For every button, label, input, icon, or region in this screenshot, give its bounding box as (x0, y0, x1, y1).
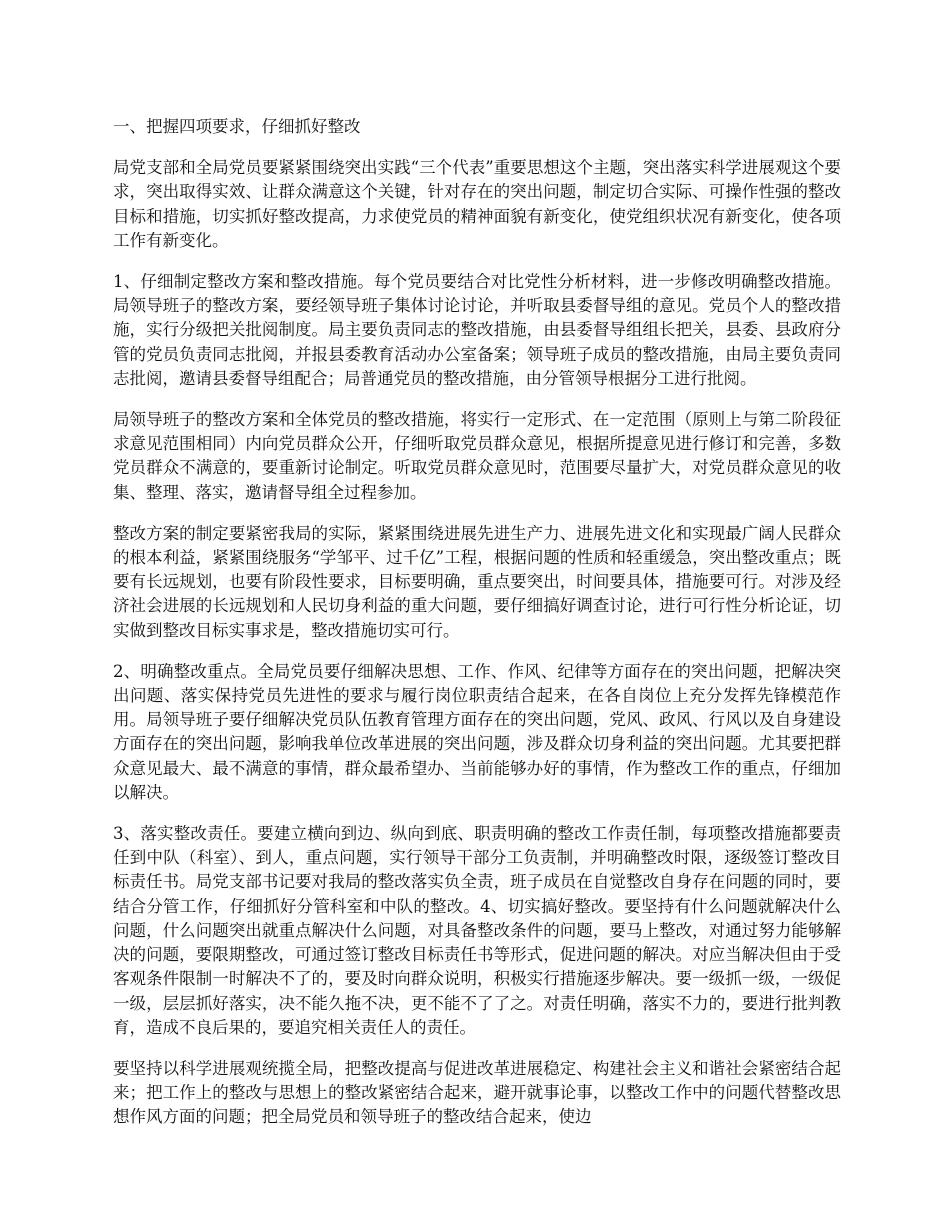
paragraph-item-3-4: 3、落实整改责任。要建立横向到边、纵向到底、职责明确的整改工作责任制，每项整改措施都要责任到中队（科室）、到人，重点问题，实行领导干部分工负责制，并明确整改时限，逐级签订整改目标责任书。局党支部书记要对我局的整改落实负全责，班子成员在自觉整改自身存在问题的同时，要结合分管工作，仔细抓好分管科室和中队的整改。4、切实搞好整改。要坚持有什么问题就解决什么问题，什么问题突出就重点解决什么问题，对具备整改条件的问题，要马上整改，对通过努力能够解决的问题，要限期整改，可通过签订整改目标责任书等形式，促进问题的解决。对应当解决但由于受客观条件限制一时解决不了的，要及时向群众说明，积极实行措施逐步解决。要一级抓一级，一级促一级，层层抓好落实，决不能久拖不决，更不能不了了之。对责任明确，落实不力的，要进行批判教育，造成不良后果的，要追究相关责任人的责任。 (113, 824, 841, 1037)
paragraph-intro: 局党支部和全局党员要紧紧围绕突出实践“三个代表”重要思想这个主题，突出落实科学进展观这个要求，突出取得实效、让群众满意这个关键，针对存在的突出问题，制定切合实际、可操作性强的整改目标和措施，切实抓好整改提高，力求使党员的精神面貌有新变化，使党组织状况有新变化，使各项工作有新变化。 (113, 158, 841, 250)
document-page (113, 115, 841, 1147)
paragraph-item-2: 2、明确整改重点。全局党员要仔细解决思想、工作、作风、纪律等方面存在的突出问题，把解决突出问题、落实保持党员先进性的要求与履行岗位职责结合起来，在各自岗位上充分发挥先锋模范作用。局领导班子要仔细解决党员队伍教育管理方面存在的突出问题，党风、政风、行风以及自身建设方面存在的突出问题，影响我单位改革进展的突出问题，涉及群众切身利益的突出问题。尤其要把群众意见最大、最不满意的事情，群众最希望办、当前能够办好的事情，作为整改工作的重点，仔细加以解决。 (113, 661, 841, 802)
paragraph-plan-requirements: 整改方案的制定要紧密我局的实际，紧紧围绕进展先进生产力、进展先进文化和实现最广阔人民群众的根本利益，紧紧围绕服务“学邹平、过千亿”工程，根据问题的性质和轻重缓急，突出整改重点；既要有长远规划，也要有阶段性要求，目标要明确，重点要突出，时间要具体，措施要可行。对涉及经济社会进展的长远规划和人民切身利益的重大问题，要仔细搞好调查讨论，进行可行性分析论证，切实做到整改目标实事求是，整改措施切实可行。 (113, 523, 841, 640)
paragraph-item-1: 1、仔细制定整改方案和整改措施。每个党员要结合对比党性分析材料，进一步修改明确整改措施。局领导班子的整改方案，要经领导班子集体讨论讨论，并听取县委督导组的意见。党员个人的整改措施，实行分级把关批阅制度。局主要负责同志的整改措施，由县委督导组组长把关，县委、县政府分管的党员负责同志批阅，并报县委教育活动办公室备案；领导班子成员的整改措施，由局主要负责同志批阅，邀请县委督导组配合；局普通党员的整改措施，由分管领导根据分工进行批阅。 (113, 272, 841, 388)
section-heading: 一、把握四项要求，仔细抓好整改 (113, 117, 361, 136)
paragraph-overall: 要坚持以科学进展观统揽全局，把整改提高与促进改革进展稳定、构建社会主义和谐社会紧密结合起来；把工作上的整改与思想上的整改紧密结合起来，避开就事论事，以整改工作中的问题代替整改思想作风方面的问题；把全局党员和领导班子的整改结合起来，使边 (113, 1058, 841, 1127)
paragraph-publicity: 局领导班子的整改方案和全体党员的整改措施，将实行一定形式、在一定范围（原则上与第二阶段征求意见范围相同）内向党员群众公开，仔细听取党员群众意见，根据所提意见进行修订和完善，多数党员群众不满意的，要重新讨论制定。听取党员群众意见时，范围要尽量扩大，对党员群众意见的收集、整理、落实，邀请督导组全过程参加。 (113, 410, 841, 502)
